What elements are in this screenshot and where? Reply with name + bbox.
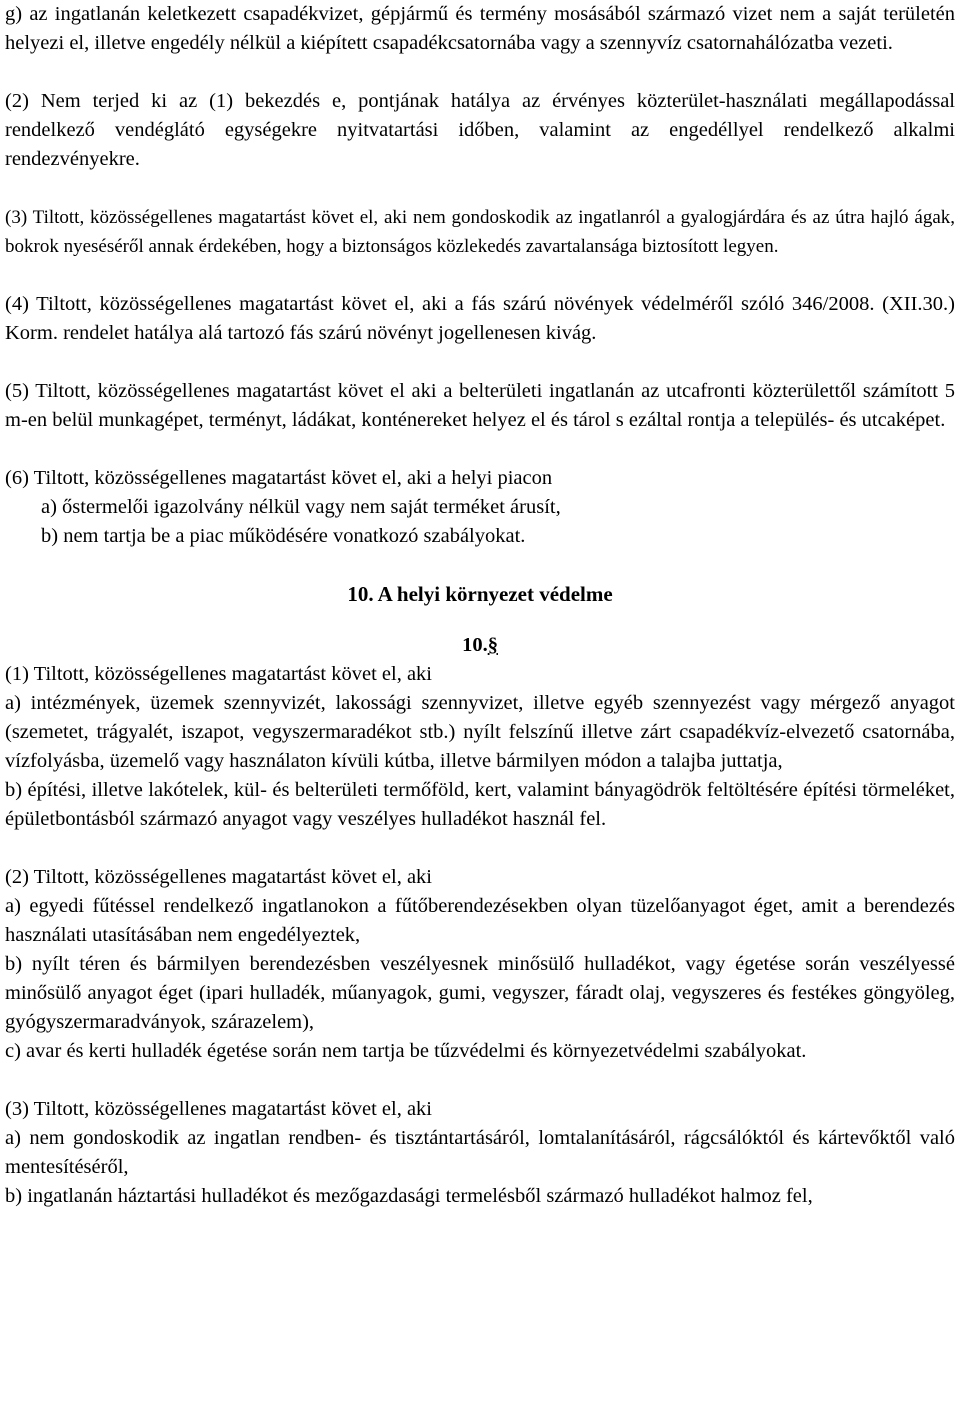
s10-1-a: a) intézmények, üzemek szennyvizét, lakossági szennyvizet, illetve egyéb szennyezést vagy mérgező anyagot (szemetet, trágyalét, iszapot, vegyszermaradékot stb.) nyílt felszínű illetve zárt csapadékvíz-elvezető csatornába, vízfolyásba, üzemelő vagy használaton kívüli kútba, illetve bármilyen módon a talajba juttatja, bbox=[5, 692, 955, 772]
paragraph-6-a: a) őstermelői igazolvány nélkül vagy nem saját terméket árusít, bbox=[41, 496, 561, 518]
s10-3-a: a) nem gondoskodik az ingatlan rendben- és tisztántartásáról, lomtalanításáról, rágcsálóktól és kártevőktől való mentesítéséről, bbox=[5, 1127, 955, 1178]
s10-3-b: b) ingatlanán háztartási hulladékot és mezőgazdasági termelésből származó hulladékot halmoz fel, bbox=[5, 1185, 813, 1207]
section-number bbox=[5, 631, 955, 660]
s10-2-a: a) egyedi fűtéssel rendelkező ingatlanokon a fűtőberendezésekben olyan tüzelőanyagot éget, amit a berendezés használati utasításában nem engedélyeztek, bbox=[5, 895, 955, 946]
paragraph-6-b: b) nem tartja be a piac működésére vonatkozó szabályokat. bbox=[41, 525, 526, 547]
s10-3-lead: (3) Tiltott, közösségellenes magatartást követ el, aki bbox=[5, 1098, 432, 1120]
paragraph-2: (2) Nem terjed ki az (1) bekezdés e, pontjának hatálya az érvényes közterület-használati megállapodással rendelkező vendéglátó egységekre nyitvatartási időben, valamint az engedéllyel rendelkező alkalmi rendezvényekre. bbox=[5, 90, 955, 170]
s10-2-b: b) nyílt téren és bármilyen berendezésben veszélyesnek minősülő hulladékot, vagy égetése során veszélyessé minősülő anyagot éget (ipari hulladék, műanyagok, gumi, vegyszer, fáradt olaj, vegyszeres és festékes göngyöleg, gyógyszermaradványok, szárazelem), bbox=[5, 953, 955, 1033]
paragraph-3: (3) Tiltott, közösségellenes magatartást követ el, aki nem gondoskodik az ingatlanról a gyalogjárdára és az útra hajló ágak, bokrok nyeséséről annak érdekében, hogy a biztonságos közlekedés zavartalansága biztosított legyen. bbox=[5, 207, 955, 257]
paragraph-5: (5) Tiltott, közösségellenes magatartást követ el aki a belterületi ingatlanán az utcafronti közterülettől számított 5 m-en belül munkagépet, terményt, ládákat, konténereket helyez el és tárol s ezáltal rontja a település- és utcaképet. bbox=[5, 380, 955, 431]
chapter-heading: 10. A helyi környezet védelme bbox=[347, 582, 613, 606]
paragraph-6-lead: (6) Tiltott, közösségellenes magatartást követ el, aki a helyi piacon bbox=[5, 467, 553, 489]
s10-1-lead: (1) Tiltott, közösségellenes magatartást követ el, aki bbox=[5, 663, 432, 685]
s10-1-b: b) építési, illetve lakótelek, kül- és belterületi termőföld, kert, valamint bányagödrök feltöltésére építési törmeléket, épületbontásból származó anyagot vagy veszélyes hulladékot használ fel. bbox=[5, 779, 955, 830]
s10-2-c: c) avar és kerti hulladék égetése során nem tartja be tűzvédelmi és környezetvédelmi szabályokat. bbox=[5, 1040, 807, 1062]
paragraph-4: (4) Tiltott, közösségellenes magatartást követ el, aki a fás szárú növények védelméről szóló 346/2008. (XII.30.) Korm. rendelet hatálya alá tartozó fás szárú növényt jogellenesen kivág. bbox=[5, 293, 955, 344]
section-number-text: 10. bbox=[462, 634, 488, 656]
section-symbol: § bbox=[487, 634, 498, 656]
s10-2-lead: (2) Tiltott, közösségellenes magatartást követ el, aki bbox=[5, 866, 432, 888]
paragraph-g: g) az ingatlanán keletkezett csapadékvizet, gépjármű és termény mosásából származó vizet nem a saját területén helyezi el, illetve engedély nélkül a kiépített csapadékcsatornába vagy a szennyvíz csatornahálózatba vezeti. bbox=[5, 3, 955, 54]
